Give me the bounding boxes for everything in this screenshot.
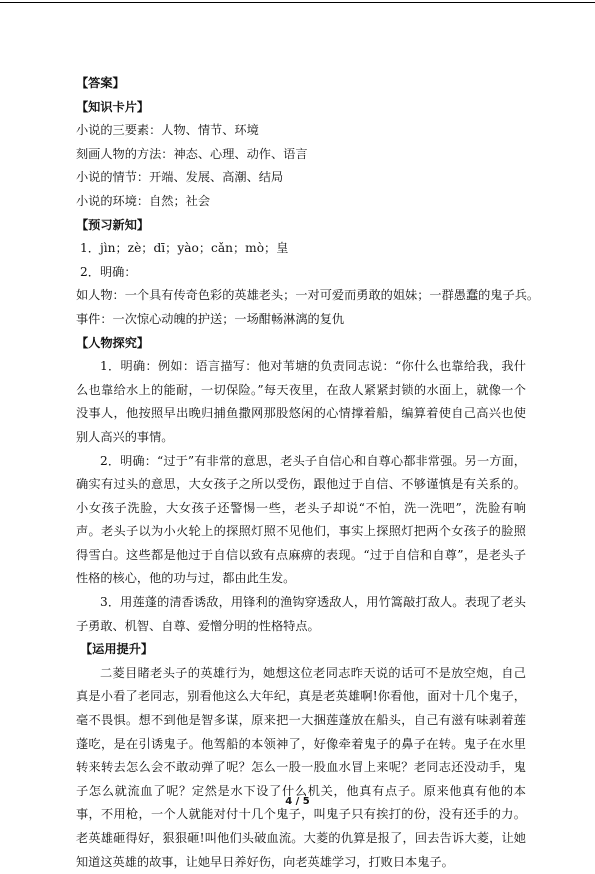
preview-line: 1．jìn；zè；dī；yào；cǎn；mò；皇	[80, 241, 289, 256]
top-rule	[0, 2, 595, 3]
character-paragraph: 1．明确：例如：语言描写：他对苇塘的负责同志说：“你什么也靠给我，我什么也靠给水上的能耐，一切保险。”每天夜里，在敌人紧紧封锁的水面上，就像一个没事人，他按照早出晚归捕鱼撒网那股悠闲的心情撑着船，编算着使自己高兴也使别人高兴的事情。	[76, 359, 526, 444]
page-number: 4 / 5	[285, 796, 310, 807]
knowledge-line: 刻画人物的方法：神态、心理、动作、语言	[76, 146, 308, 161]
character-paragraph: 2．明确：“过于”有非常的意思，老头子自信心和自尊心都非常强。另一方面，确实有过头的意思，大女孩子之所以受伤，跟他过于自信、不够谨慎是有关系的。小女孩子洗脸，大女孩子还警惕一些，老头子却说“不怕，洗一洗吧”，洗脸有响声。老头子以为小火轮上的探照灯照不见他们，事实上探照灯把两个女孩子的脸照得雪白。这些都是他过于自信以致有点麻痹的表现。“过于自信和自尊”，是老头子性格的核心，他的功与过，都由此生发。	[76, 453, 526, 586]
preview-line: 如人物：一个具有传奇色彩的英雄老头；一对可爱而勇敢的姐妹；一群愚蠢的鬼子兵。	[76, 288, 540, 303]
character-paragraph: 3．用莲蓬的清香诱敌，用锋利的渔钩穿透敌人，用竹篙敲打敌人。表现了老头子勇敢、机智、自尊、爱憎分明的性格特点。	[76, 595, 526, 633]
preview-line: 2．明确：	[80, 264, 137, 279]
preview-line: 事件：一次惊心动魄的护送；一场酣畅淋漓的复仇	[76, 311, 345, 326]
knowledge-line: 小说的环境：自然；社会	[76, 193, 211, 208]
knowledge-card-heading: 【知识卡片】	[76, 99, 150, 114]
document-body	[76, 72, 540, 874]
application-heading: 【运用提升】	[80, 642, 154, 657]
application-paragraph: 二菱目睹老头子的英雄行为，她想这位老同志昨天说的话可不是放空炮，自己真是小看了老同志，别看他这么大年纪，真是老英雄啊!你看他，面对十几个鬼子，毫不畏惧。想不到他是智多谋，原来把一大捆莲蓬放在船头，自己有滋有味剥着莲蓬吃，是在引诱鬼子。他驾船的本领神了，好像牵着鬼子的鼻子在转。鬼子在水里转来转去怎么会不敢动弹了呢？怎么一股一股血水冒上来呢？老同志还没动手，鬼子怎么就流血了呢？定然是水下设了什么机关，他真有点子。原来他真有他的本事，不用枪，一个人就能对付十几个鬼子，叫鬼子只有挨打的份，没有还手的力。老英雄砸得好，狠狠砸!叫他们头破血流。大菱的仇算是报了，回去告诉大菱，让她知道这英雄的故事，让她早日养好伤，向老英雄学习，打败日本鬼子。	[76, 665, 526, 869]
answer-heading: 【答案】	[76, 76, 125, 90]
knowledge-line: 小说的三要素：人物、情节、环境	[76, 123, 259, 138]
knowledge-line: 小说的情节：开端、发展、高潮、结局	[76, 170, 284, 185]
character-heading: 【人物探究】	[76, 335, 150, 350]
preview-heading: 【预习新知】	[76, 217, 150, 232]
